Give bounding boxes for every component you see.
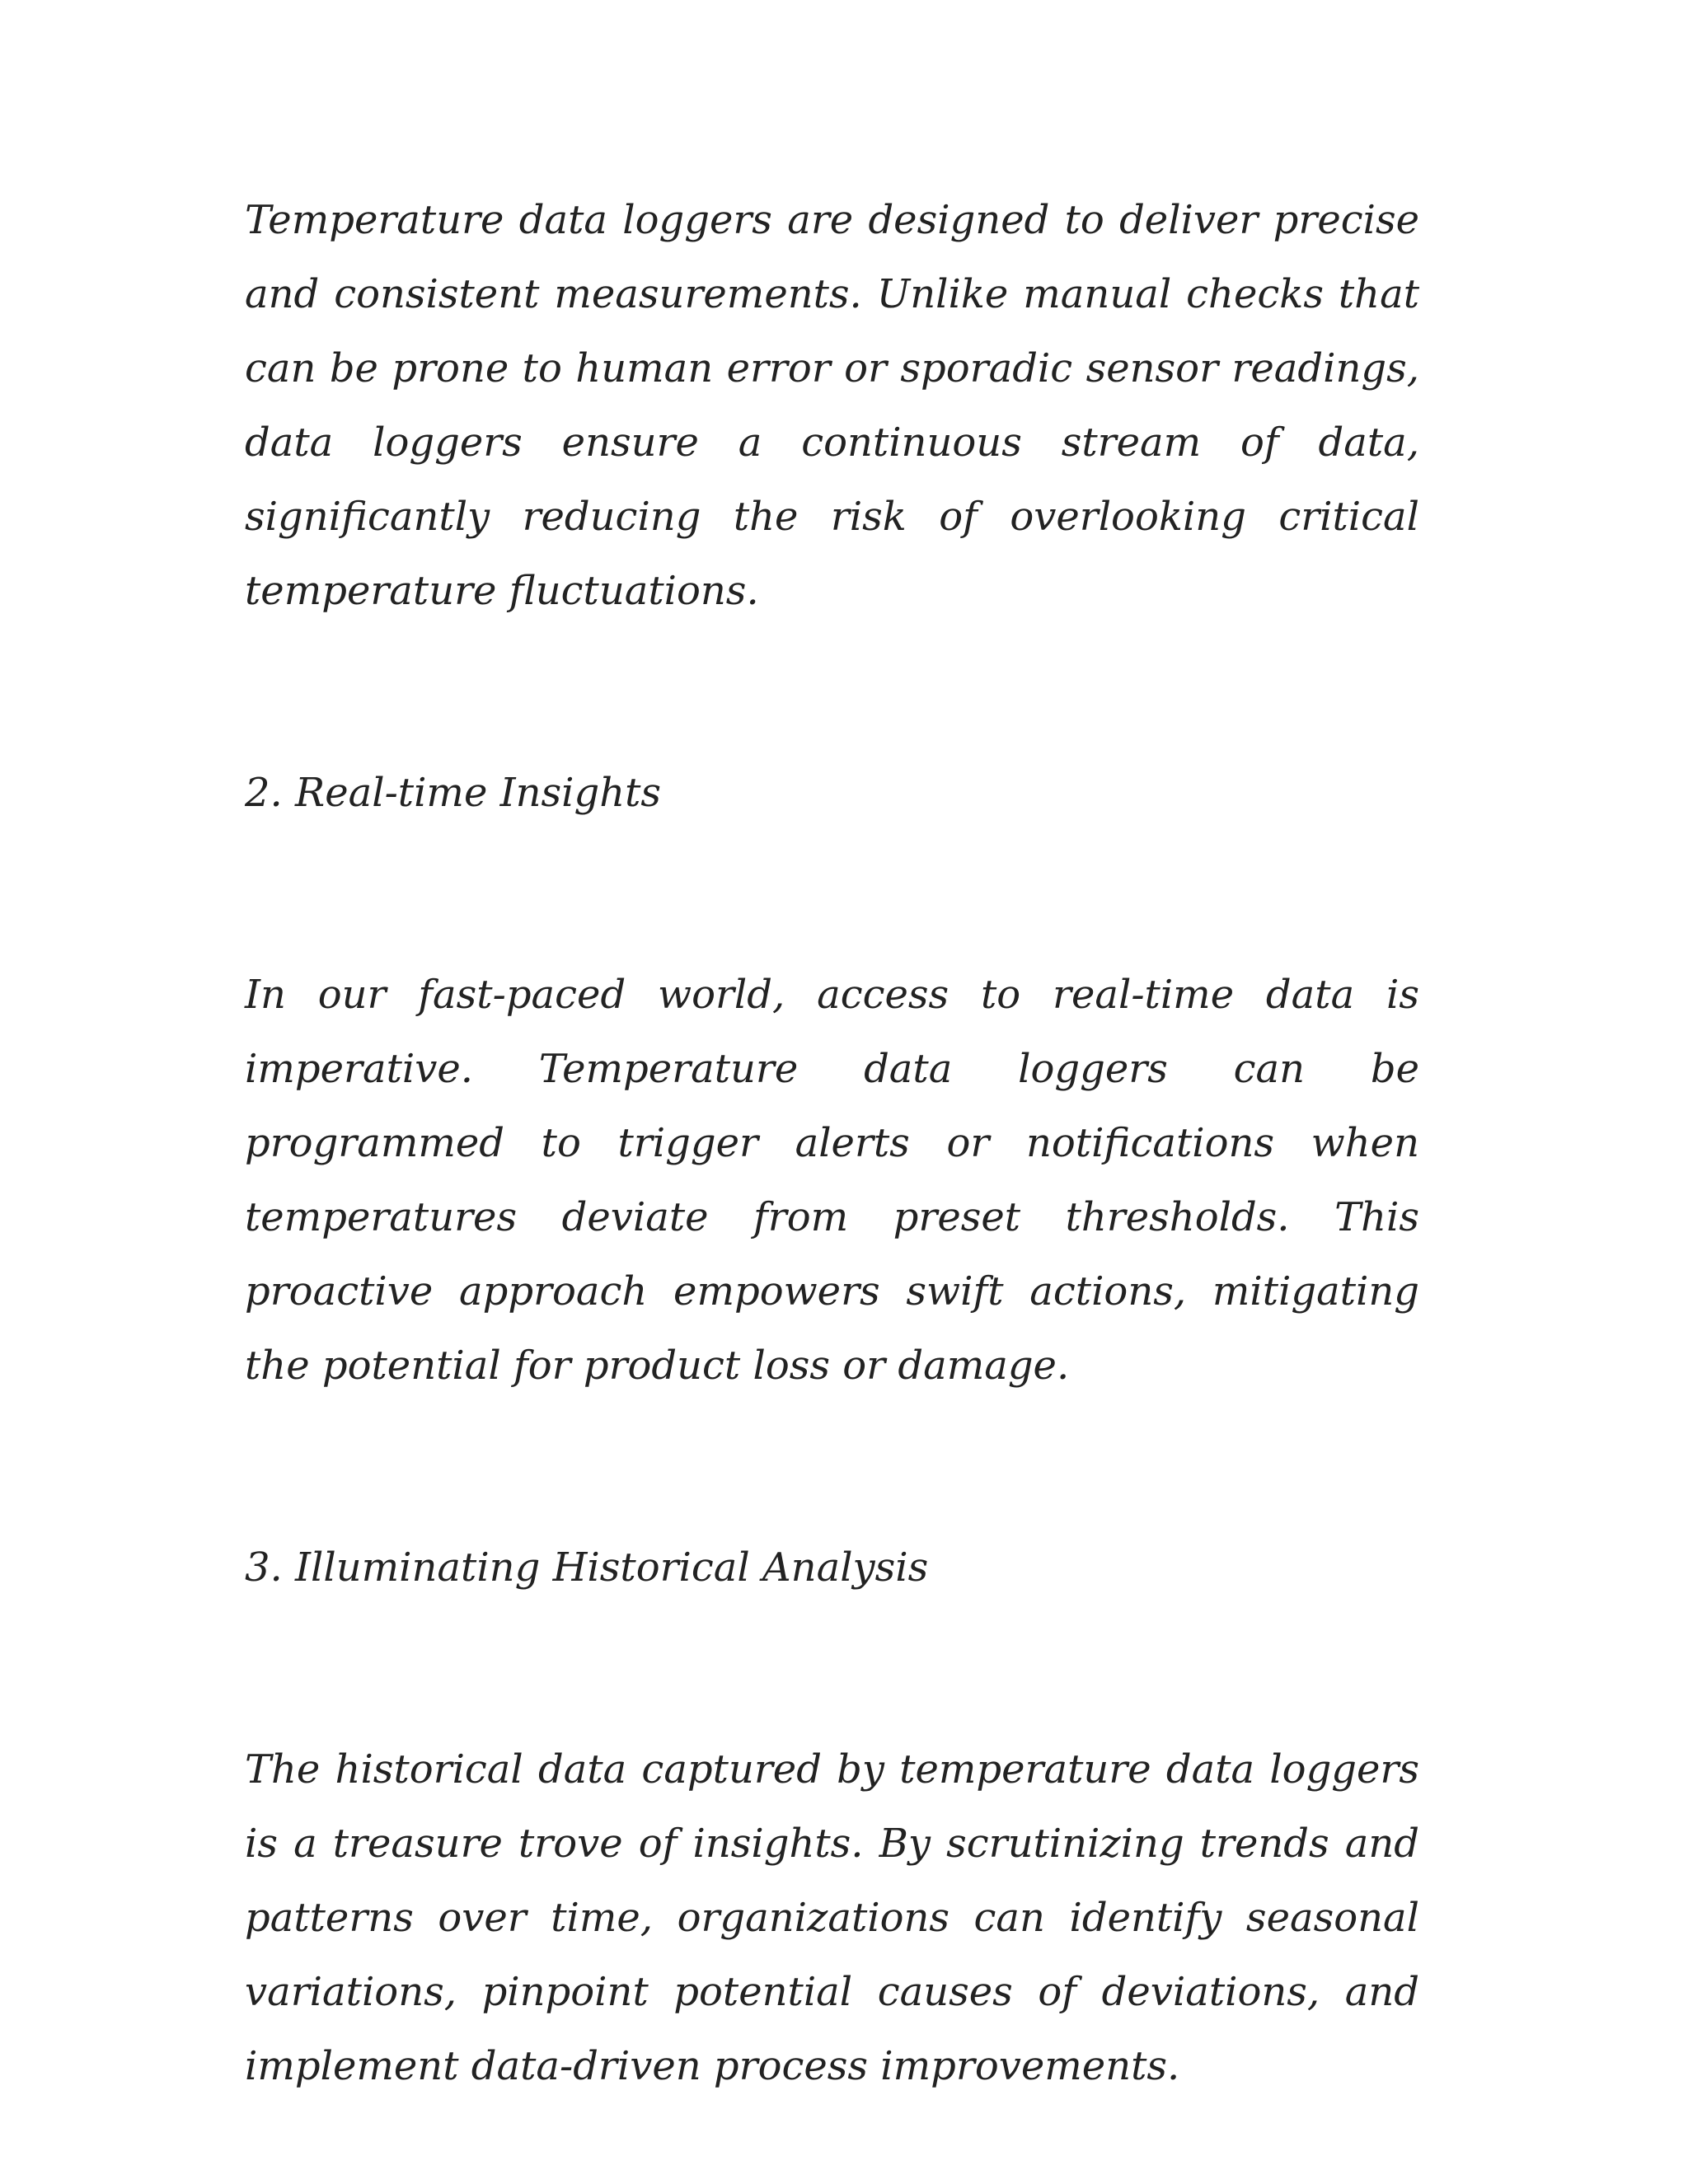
section-heading-historical-analysis: 3. Illuminating Historical Analysis: [245, 1544, 929, 1591]
section-heading-real-time-insights: 2. Real-time Insights: [245, 770, 662, 816]
paragraph-historical-analysis: The historical data captured by temperature data loggers is a treasure trove of insights. By scrutinizing trends and patterns over time, organizations can identify seasonal variations, pinpoint potential causes of deviations, and implement data-driven process improvements.: [245, 1746, 1419, 2089]
document-page: [245, 183, 1419, 2103]
paragraph-real-time-insights: In our fast-paced world, access to real-time data is imperative. Temperature data loggers can be programmed to trigger alerts or notifications when temperatures deviate from preset thresholds. This proactive approach empowers swift actions, mitigating the potential for product loss or damage.: [245, 972, 1419, 1389]
paragraph-accuracy: Temperature data loggers are designed to deliver precise and consistent measurements. Unlike manual checks that can be prone to human error or sporadic sensor readings, data loggers ensure a continuous stream of data, significantly reducing the risk of overlooking critical temperature fluctuations.: [245, 197, 1419, 614]
